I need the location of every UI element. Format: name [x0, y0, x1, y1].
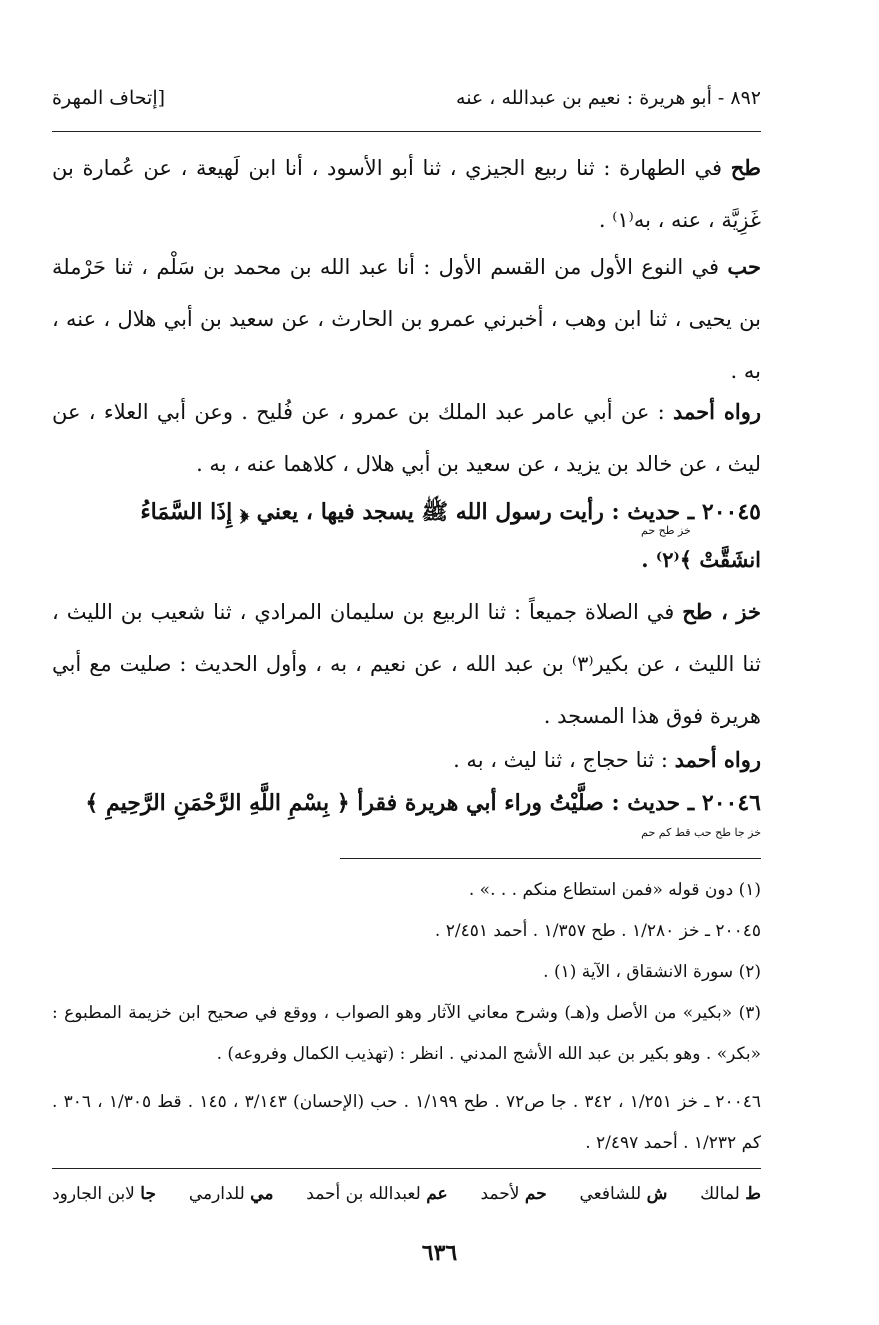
paragraph-text: : عن أبي عامر عبد الملك بن عمرو ، عن فُليح . وعن أبي العلاء ، عن ليث ، عن خالد بن يزيد ، عن سعيد بن أبي هلال ، كلاهما عنه ، به .	[52, 400, 761, 476]
header-book-title: [إتحاف المهرة	[52, 87, 166, 109]
hadith-sources: خز جا طح حب قط كم حم	[641, 826, 761, 839]
paragraph-ahmad-2	[52, 734, 761, 786]
legend-item: ش للشافعي	[579, 1184, 668, 1204]
hadith-20046-heading	[52, 790, 761, 816]
legend-item: ط لمالك	[700, 1184, 761, 1204]
source-lead: خز ، طح	[682, 599, 761, 624]
footnote-3: (٣) «بكير» من الأصل و(هـ) وشرح معاني الآثار وهو الصواب ، ووقع في صحيح ابن خزيمة المطبوع : «بكر» . وهو بكير بن عبد الله الأشج المدني . انظر : (تهذيب الكمال وفروعه) .	[52, 1003, 761, 1064]
paragraph-tah	[52, 142, 761, 246]
hadith-title: ٢٠٠٤٦ ـ حديث : صلَّيْتُ وراء أبي هريرة فقرأ ﴿ بِسْمِ اللَّهِ الرَّحْمَنِ الرَّحِيمِ ﴾	[85, 790, 761, 816]
source-lead: حب	[727, 254, 761, 279]
hadith-20045-continuation: انشَقَّتْ ﴾⁽٢⁾ .	[641, 547, 761, 572]
paragraph-text: : ثنا حجاج ، ثنا ليث ، به .	[453, 748, 675, 772]
legend-item: حم لأحمد	[480, 1184, 547, 1204]
header-rule	[52, 131, 761, 132]
legend-item: عم لعبدالله بن أحمد	[306, 1184, 448, 1204]
abbreviation-legend	[52, 1184, 761, 1204]
paragraph-khuzayma	[52, 586, 761, 742]
source-lead: طح	[730, 155, 761, 180]
legend-item: جا لابن الجارود	[52, 1184, 156, 1204]
paragraph-text: في الطهارة : ثنا ربيع الجيزي ، ثنا أبو الأسود ، أنا ابن لَهيعة ، عن عُمارة بن غَزِيَّة ، عنه ، به⁽١⁾ .	[52, 156, 761, 232]
source-lead: رواه أحمد	[672, 399, 761, 424]
running-header	[52, 80, 761, 116]
footnote-rule	[340, 858, 761, 859]
page-number: ٦٣٦	[421, 1240, 458, 1266]
legend-rule	[52, 1168, 761, 1169]
footnote-ref-20046: ٢٠٠٤٦ ـ خز ١/٢٥١ ، ٣٤٢ . جا ص٧٢ . طح ١/١٩٩ . حب (الإحسان) ٣/١٤٣ ، ١٤٥ . قط ١/٣٠٥ ، ٣٠٦ . كم ١/٢٣٢ . أحمد ٢/٤٩٧ .	[52, 1092, 762, 1153]
paragraph-hibban	[52, 241, 761, 397]
hadith-sources: خز طح حم	[641, 524, 691, 537]
legend-item: مي للدارمي	[188, 1184, 274, 1204]
paragraph-ahmad	[52, 386, 761, 490]
footnote-ref-20045: ٢٠٠٤٥ ـ خز ١/٢٨٠ . طح ١/٣٥٧ . أحمد ٢/٤٥١ .	[434, 921, 761, 941]
footnote-1: (١) دون قوله «فمن استطاع منكم . . .» .	[468, 880, 761, 900]
paragraph-text: في النوع الأول من القسم الأول : أنا عبد الله بن محمد بن سَلْم ، ثنا حَرْملة بن يحيى ، ثنا ابن وهب ، أخبرني عمرو بن الحارث ، عن سعيد بن أبي هلال ، عنه ، به .	[52, 255, 761, 383]
paragraph-text: في الصلاة جميعاً : ثنا الربيع بن سليمان المرادي ، ثنا شعيب بن الليث ، ثنا الليث ، عن بكير⁽٣⁾ بن عبد الله ، عن نعيم ، به ، وأول الحديث : صليت مع أبي هريرة فوق هذا المسجد .	[52, 600, 761, 728]
header-chapter: ٨٩٢ - أبو هريرة : نعيم بن عبدالله ، عنه	[456, 87, 761, 109]
hadith-title: ٢٠٠٤٥ ـ حديث : رأيت رسول الله ﷺ يسجد فيها ، يعني ﴿ إِذَا السَّمَاءُ	[140, 499, 761, 525]
footnote-2: (٢) سورة الانشقاق ، الآية (١) .	[543, 962, 761, 982]
source-lead: رواه أحمد	[674, 747, 761, 772]
